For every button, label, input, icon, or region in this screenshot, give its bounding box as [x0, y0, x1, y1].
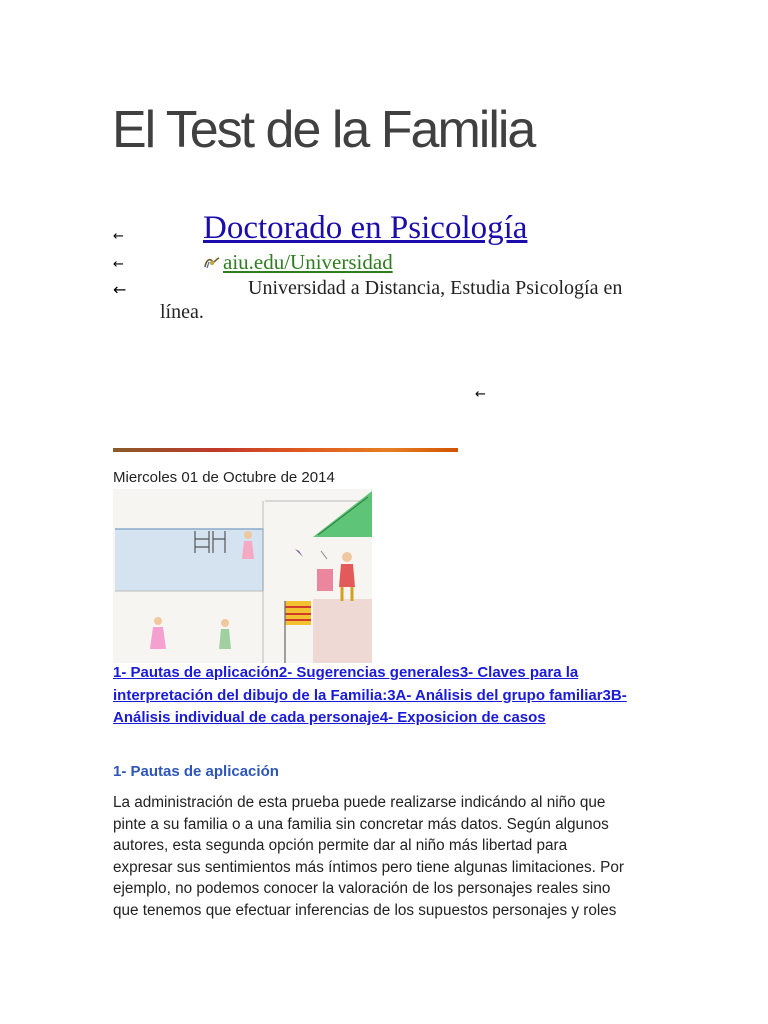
ad-url-link[interactable] — [203, 250, 393, 275]
ad-description: Universidad a Distancia, Estudia Psicología en — [248, 277, 623, 299]
ad-description-continued: línea. — [160, 301, 204, 323]
toc-line: Análisis individual de cada personaje4- Exposicion de casos — [113, 709, 546, 726]
table-of-contents-link[interactable] — [113, 662, 673, 730]
body-paragraph — [113, 792, 653, 921]
back-arrow-icon: ← — [475, 387, 486, 402]
toc-line: 1- Pautas de aplicación2- Sugerencias generales3- Claves para la — [113, 664, 579, 681]
back-arrow-icon: ← — [113, 280, 127, 299]
ad-url-text: aiu.edu/Universidad — [223, 250, 393, 274]
body-line: pinte a su familia o a una familia sin concretar más datos. Según algunos — [113, 815, 609, 833]
child-family-drawing — [113, 489, 372, 663]
body-line: autores, esta segunda opción permite dar al niño más libertad para — [113, 837, 568, 854]
body-line: que tenemos que efectuar inferencias de los supuestos personajes y roles — [113, 901, 617, 919]
body-line: La administración de esta prueba puede realizarse indicándo al niño que — [113, 794, 606, 811]
body-line: ejemplo, no podemos conocer la valoración de los personajes reales sino — [113, 880, 611, 897]
divider-bar — [113, 448, 458, 452]
section-heading: 1- Pautas de aplicación — [113, 763, 279, 780]
body-line: expresar sus sentimientos más íntimos pero tiene algunas limitaciones. Por — [113, 858, 624, 876]
back-arrow-icon: ← — [113, 229, 124, 244]
aiu-logo-icon — [203, 256, 221, 270]
toc-line: interpretación del dibujo de la Familia:3A- Análisis del grupo familiar3B- — [113, 686, 627, 704]
back-arrow-icon: ← — [113, 257, 124, 272]
ad-heading-link[interactable]: Doctorado en Psicología — [203, 210, 528, 246]
post-date: Miercoles 01 de Octubre de 2014 — [113, 469, 335, 486]
document-title: El Test de la Familia — [112, 101, 535, 159]
